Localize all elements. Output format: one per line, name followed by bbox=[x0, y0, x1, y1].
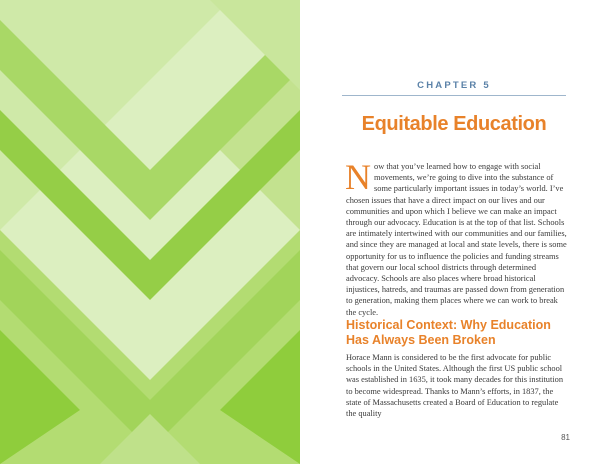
section-paragraph: Horace Mann is considered to be the first advocate for public schools in the United States. Although the first US public school was established in 1635, it took many decades for this institution to become widespread. Thanks to Mann’s efforts, in 1837, the state of Massachusetts created a Board of Education to regulate the quality bbox=[346, 353, 564, 419]
text-page bbox=[300, 0, 600, 464]
opening-paragraph bbox=[345, 157, 568, 318]
page-number: 81 bbox=[561, 433, 570, 442]
chapter-divider bbox=[342, 95, 566, 96]
drop-cap: N bbox=[345, 157, 371, 197]
chapter-label: CHAPTER 5 bbox=[417, 80, 491, 91]
chapter-title: Equitable Education bbox=[361, 113, 547, 135]
section-heading: Historical Context: Why Education Has Always Been Broken bbox=[346, 318, 551, 347]
opening-paragraph-text: ow that you’ve learned how to engage with social movements, we’re going to dive into the substance of some particularly important issues in today’s world. I’ve chosen issues that have a direct impact on our lives and our communities and upon which I believe we can make an impact through our advocacy. Education is at the top of that list. Schools are intimately intertwined with our communities and our families, and since they are managed at local and state levels, there is some opportunity for us to influence the policies and funding streams that govern our local school districts through determined advocacy. Schools are also places where broad historical injustices, hatreds, and traumas are passed down from generation to generation, making them places where we can work to break the cycle. bbox=[346, 162, 567, 317]
